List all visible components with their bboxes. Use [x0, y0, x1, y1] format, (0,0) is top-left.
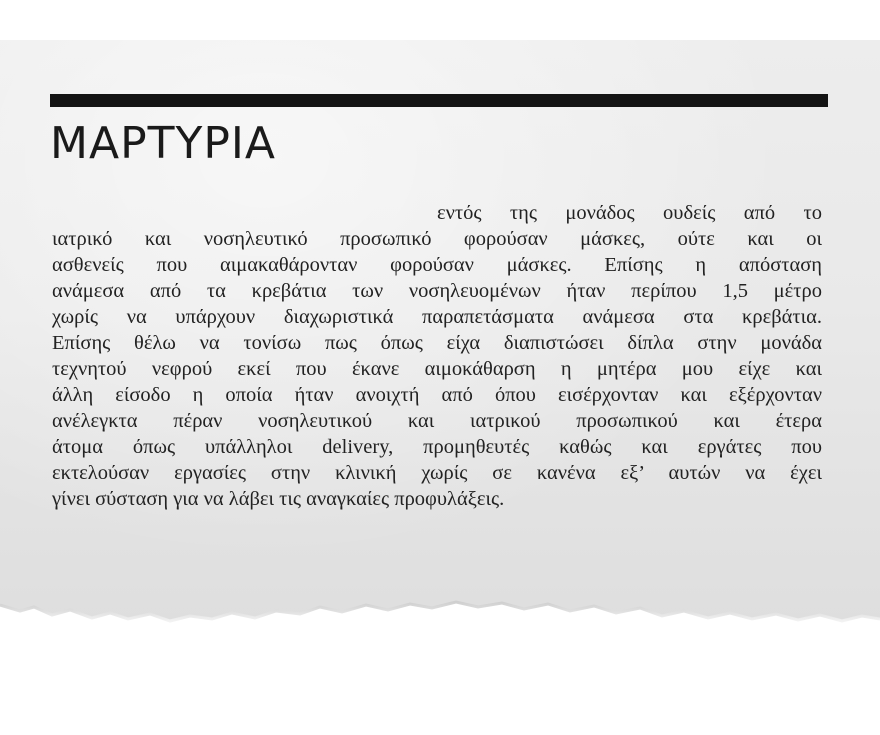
article-body	[52, 200, 822, 512]
header-rule	[50, 94, 828, 107]
body-line: εντός της μονάδος ουδείς από το	[437, 202, 822, 224]
body-line: ανάμεσα από τα κρεβάτια των νοσηλευομένων ήταν περίπου 1,5 μέτρο	[52, 280, 822, 302]
body-line: άτομα όπως υπάλληλοι delivery, προμηθευτές καθώς και εργάτες που	[52, 436, 822, 458]
torn-edge	[0, 561, 880, 631]
body-line: γίνει σύσταση για να λάβει τις αναγκαίες προφυλάξεις.	[52, 488, 505, 510]
torn-paper-clipping	[0, 40, 880, 630]
body-line: εκτελούσαν εργασίες στην κλινική χωρίς σε κανένα εξ’ αυτών να έχει	[52, 462, 822, 484]
body-line: χωρίς να υπάρχουν διαχωριστικά παραπετάσματα ανάμεσα στα κρεβάτια.	[52, 306, 822, 328]
article-title: ΜΑΡΤΥΡΙΑ	[50, 118, 276, 169]
body-line: τεχνητού νεφρού εκεί που έκανε αιμοκάθαρση η μητέρα μου είχε και	[52, 358, 822, 380]
body-line: ασθενείς που αιμακαθάρονταν φορούσαν μάσκες. Επίσης η απόσταση	[52, 254, 822, 276]
body-line: ιατρικό και νοσηλευτικό προσωπικό φορούσαν μάσκες, ούτε και οι	[52, 228, 822, 250]
body-line: Επίσης θέλω να τονίσω πως όπως είχα διαπιστώσει δίπλα στην μονάδα	[52, 332, 822, 354]
body-line: ανέλεγκτα πέραν νοσηλευτικού και ιατρικού προσωπικού και έτερα	[52, 410, 822, 432]
body-line: άλλη είσοδο η οποία ήταν ανοιχτή από όπου εισέρχονταν και εξέρχονταν	[52, 384, 822, 406]
